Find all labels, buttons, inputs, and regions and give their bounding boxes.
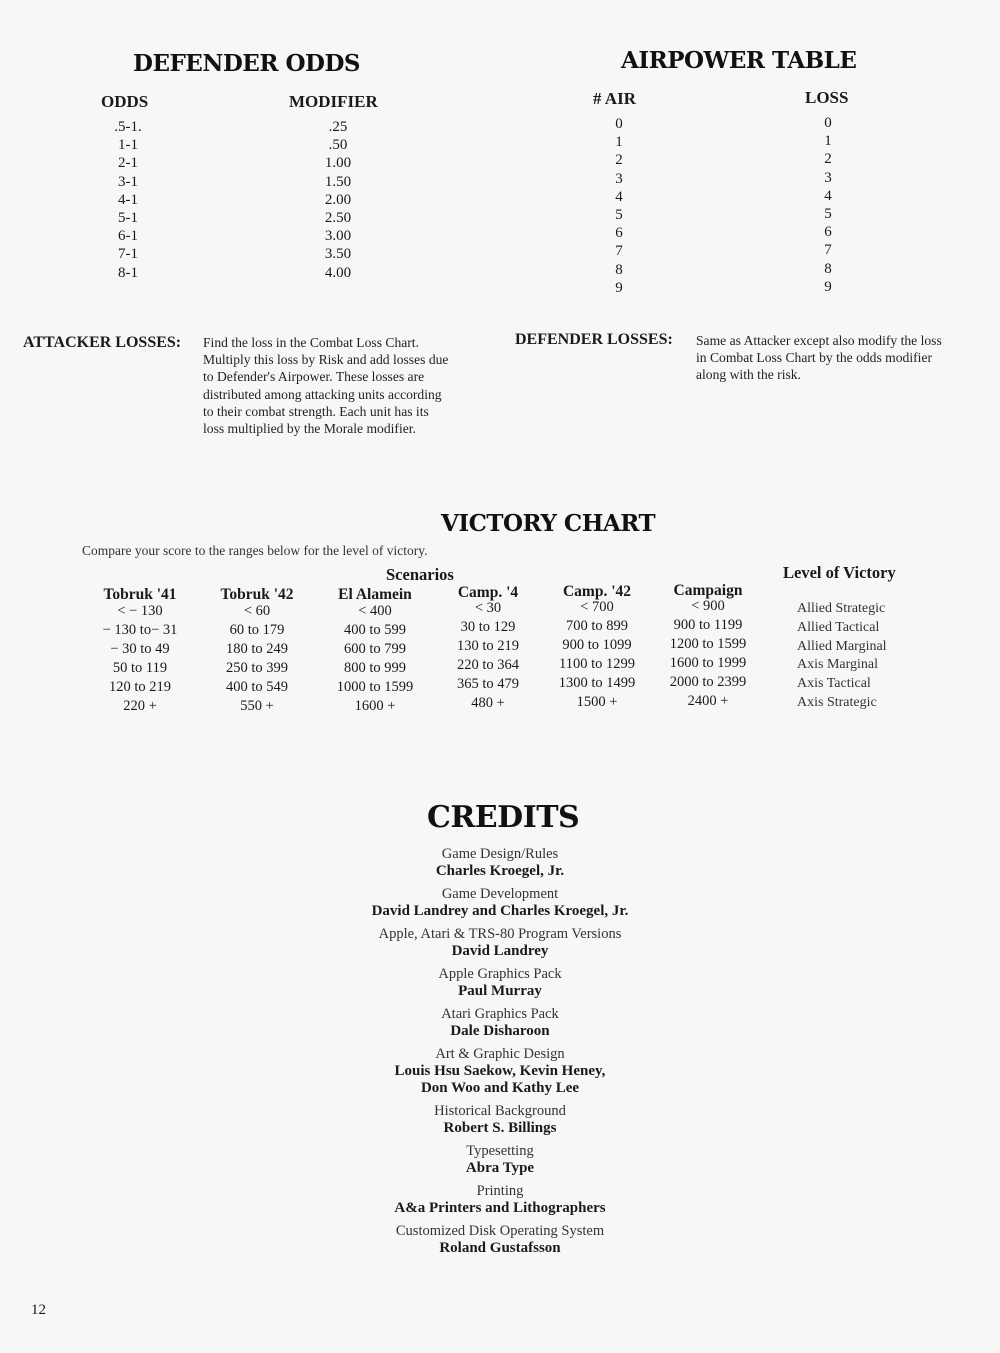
loss-value: 6 — [824, 224, 832, 241]
victory-range-cell: 400 to 549 — [225, 679, 289, 695]
victory-range-cell: 250 to 399 — [225, 660, 289, 676]
odds-value: 4-1 — [118, 191, 138, 208]
victory-columns — [0, 582, 780, 726]
loss-list — [808, 114, 848, 296]
credit-name: David Landrey and Charles Kroegel, Jr. — [371, 903, 629, 919]
scenario-column-header: El Alamein — [338, 586, 412, 603]
credit-name: Louis Hsu Saekow, Kevin Heney, — [394, 1063, 606, 1079]
credit-name: Roland Gustafsson — [439, 1240, 561, 1256]
air-value: 1 — [615, 134, 623, 151]
attacker-losses-line: to Defender's Airpower. These losses are — [203, 369, 425, 385]
modifier-value: 2.50 — [324, 209, 352, 226]
victory-range-cell: 2000 to 2399 — [669, 674, 747, 690]
scenario-column-header: Tobruk '42 — [220, 586, 294, 603]
credit-role: Customized Disk Operating System — [395, 1223, 605, 1239]
victory-level: Allied Tactical — [797, 619, 880, 635]
victory-range-cell: 1600 to 1999 — [669, 655, 747, 671]
modifier-value: 4.00 — [324, 264, 352, 281]
victory-range-cell: 800 to 999 — [343, 660, 407, 676]
defender-losses-line: in Combat Loss Chart by the odds modifier — [696, 350, 932, 366]
attacker-losses-label: ATTACKER LOSSES: — [23, 334, 182, 351]
loss-column-header: LOSS — [805, 88, 849, 107]
victory-range-cell: 130 to 219 — [456, 638, 520, 654]
attacker-losses-line: loss multiplied by the Morale modifier. — [203, 421, 416, 437]
victory-range-cell: 900 to 1199 — [673, 617, 743, 633]
credit-entry — [250, 1046, 750, 1097]
victory-range-cell: 120 to 219 — [108, 679, 172, 695]
defender-odds-title: DEFENDER ODDS — [133, 50, 360, 77]
victory-range-cell: 900 to 1099 — [562, 637, 632, 653]
loss-value: 1 — [824, 133, 832, 150]
loss-value: 0 — [824, 115, 832, 131]
loss-value: 9 — [824, 278, 832, 295]
credit-name: Charles Kroegel, Jr. — [435, 863, 565, 879]
air-value: 4 — [615, 188, 623, 205]
modifier-value: .25 — [328, 119, 348, 135]
attacker-losses-line: Find the loss in the Combat Loss Chart. — [203, 335, 419, 350]
victory-range-cell: 1000 to 1599 — [336, 679, 414, 695]
victory-range-cell: < 700 — [580, 599, 614, 615]
odds-value: 8-1 — [118, 264, 138, 281]
modifier-value: 3.50 — [324, 246, 352, 263]
page-number: 12 — [31, 1302, 46, 1318]
level-of-victory-header: Level of Victory — [783, 563, 896, 582]
credit-role: Game Development — [441, 886, 559, 902]
air-value: 2 — [615, 152, 623, 169]
victory-range-cell: 600 to 799 — [343, 641, 407, 657]
odds-value: 3-1 — [118, 173, 138, 190]
credit-entry — [250, 926, 750, 960]
credit-name: A&a Printers and Lithographers — [394, 1200, 606, 1216]
credit-role: Game Design/Rules — [441, 846, 559, 862]
loss-value: 2 — [824, 151, 832, 168]
odds-column-header: ODDS — [101, 92, 149, 111]
victory-range-cell: < 900 — [691, 598, 725, 614]
victory-range-cell: < 60 — [243, 603, 271, 619]
air-value: 9 — [615, 279, 623, 296]
credit-role: Atari Graphics Pack — [441, 1006, 559, 1022]
victory-level: Axis Strategic — [797, 694, 877, 710]
air-value: 3 — [615, 170, 623, 187]
credit-name: Abra Type — [465, 1160, 535, 1176]
victory-chart-title: VICTORY CHART — [441, 510, 656, 537]
victory-range-cell: < 30 — [474, 600, 502, 616]
credit-role: Typesetting — [466, 1143, 534, 1159]
victory-range-cell: 60 to 179 — [229, 622, 285, 638]
loss-value: 8 — [824, 260, 832, 277]
credits-list — [250, 846, 750, 1263]
airpower-table-title: AIRPOWER TABLE — [621, 47, 857, 74]
odds-value: 2-1 — [118, 155, 138, 172]
victory-range-cell: 365 to 479 — [456, 676, 520, 692]
victory-range-cell: 220 + — [123, 698, 157, 714]
attacker-losses-text — [203, 334, 493, 437]
victory-range-cell: 2400 + — [687, 693, 729, 709]
loss-value: 5 — [824, 205, 832, 222]
defender-losses-line: Same as Attacker except also modify the loss — [696, 333, 942, 348]
scenario-column-header: Camp. '42 — [562, 583, 632, 600]
air-value: 7 — [615, 243, 623, 260]
victory-range-cell: < − 130 — [117, 603, 163, 619]
loss-value: 7 — [824, 242, 832, 259]
loss-value: 3 — [824, 169, 832, 186]
credit-role: Printing — [476, 1183, 524, 1199]
attacker-losses-line: distributed among attacking units according — [203, 386, 442, 402]
victory-range-cell: 1600 + — [354, 698, 396, 714]
air-value: 5 — [615, 206, 623, 223]
victory-range-cell: 30 to 129 — [460, 619, 516, 635]
modifier-list — [308, 118, 368, 282]
victory-range-cell: 50 to 119 — [112, 660, 168, 676]
odds-value: .5-1. — [114, 119, 142, 135]
credit-role: Art & Graphic Design — [435, 1046, 565, 1062]
victory-range-cell: 700 to 899 — [565, 618, 629, 634]
credit-name: Robert S. Billings — [443, 1120, 557, 1136]
defender-losses-line: along with the risk. — [696, 367, 801, 383]
credit-entry — [250, 1223, 750, 1257]
odds-value: 1-1 — [118, 137, 138, 154]
modifier-column-header: MODIFIER — [289, 92, 378, 111]
credit-entry — [250, 966, 750, 1000]
defender-losses-label: DEFENDER LOSSES: — [515, 331, 673, 348]
victory-range-cell: 1100 to 1299 — [559, 656, 635, 672]
modifier-value: 1.00 — [324, 155, 352, 172]
victory-range-cell: 1500 + — [576, 694, 618, 710]
credit-name: Don Woo and Kathy Lee — [420, 1080, 580, 1096]
credit-entry — [250, 1103, 750, 1137]
victory-range-cell: 400 to 599 — [343, 622, 407, 638]
victory-level: Axis Tactical — [797, 676, 871, 692]
odds-value: 6-1 — [118, 228, 138, 245]
credit-name: Dale Disharoon — [450, 1023, 550, 1039]
scenario-column-header: Tobruk '41 — [103, 586, 177, 603]
air-value: 6 — [615, 225, 623, 242]
victory-range-cell: − 30 to 49 — [110, 641, 170, 657]
scenario-column-header: Campaign — [673, 582, 743, 599]
victory-range-cell: − 130 to− 31 — [102, 622, 178, 638]
defender-losses-text — [696, 332, 986, 384]
air-column-header: # AIR — [593, 89, 636, 108]
victory-level: Allied Strategic — [797, 601, 886, 616]
credit-entry — [250, 886, 750, 920]
credit-entry — [250, 1183, 750, 1217]
attacker-losses-line: to their combat strength. Each unit has its — [203, 403, 429, 419]
credit-role: Apple, Atari & TRS-80 Program Versions — [378, 926, 622, 942]
victory-range-cell: < 400 — [358, 603, 392, 619]
credit-name: Paul Murray — [458, 983, 542, 999]
victory-range-cell: 1300 to 1499 — [558, 675, 636, 691]
credit-role: Apple Graphics Pack — [438, 966, 562, 982]
loss-value: 4 — [824, 187, 832, 204]
scenarios-label: Scenarios — [386, 565, 454, 584]
victory-range-cell: 220 to 364 — [456, 657, 520, 673]
victory-intro: Compare your score to the ranges below for the level of victory. — [82, 543, 428, 558]
air-value: 0 — [615, 116, 623, 132]
credit-entry — [250, 1143, 750, 1177]
victory-level: Axis Marginal — [797, 657, 879, 673]
victory-level: Allied Marginal — [797, 638, 887, 654]
attacker-losses-line: Multiply this loss by Risk and add losses due — [203, 352, 449, 368]
credit-name: David Landrey — [451, 943, 549, 959]
victory-range-cell: 180 to 249 — [225, 641, 289, 657]
odds-value: 5-1 — [118, 209, 138, 226]
air-value: 8 — [615, 261, 623, 278]
credit-entry — [250, 846, 750, 880]
victory-range-cell: 550 + — [240, 698, 274, 714]
credit-entry — [250, 1006, 750, 1040]
scenario-column-header: Camp. '4 — [457, 584, 519, 601]
air-list — [599, 115, 639, 297]
victory-range-cell: 480 + — [471, 695, 505, 711]
modifier-value: 3.00 — [324, 228, 352, 245]
credits-title: CREDITS — [427, 800, 580, 835]
odds-list — [98, 118, 158, 282]
victory-range-cell: 1200 to 1599 — [669, 636, 747, 652]
modifier-value: 2.00 — [324, 191, 352, 208]
odds-value: 7-1 — [118, 246, 138, 263]
credit-role: Historical Background — [434, 1103, 566, 1119]
modifier-value: 1.50 — [324, 173, 352, 190]
victory-levels — [797, 600, 887, 713]
modifier-value: .50 — [328, 137, 348, 154]
